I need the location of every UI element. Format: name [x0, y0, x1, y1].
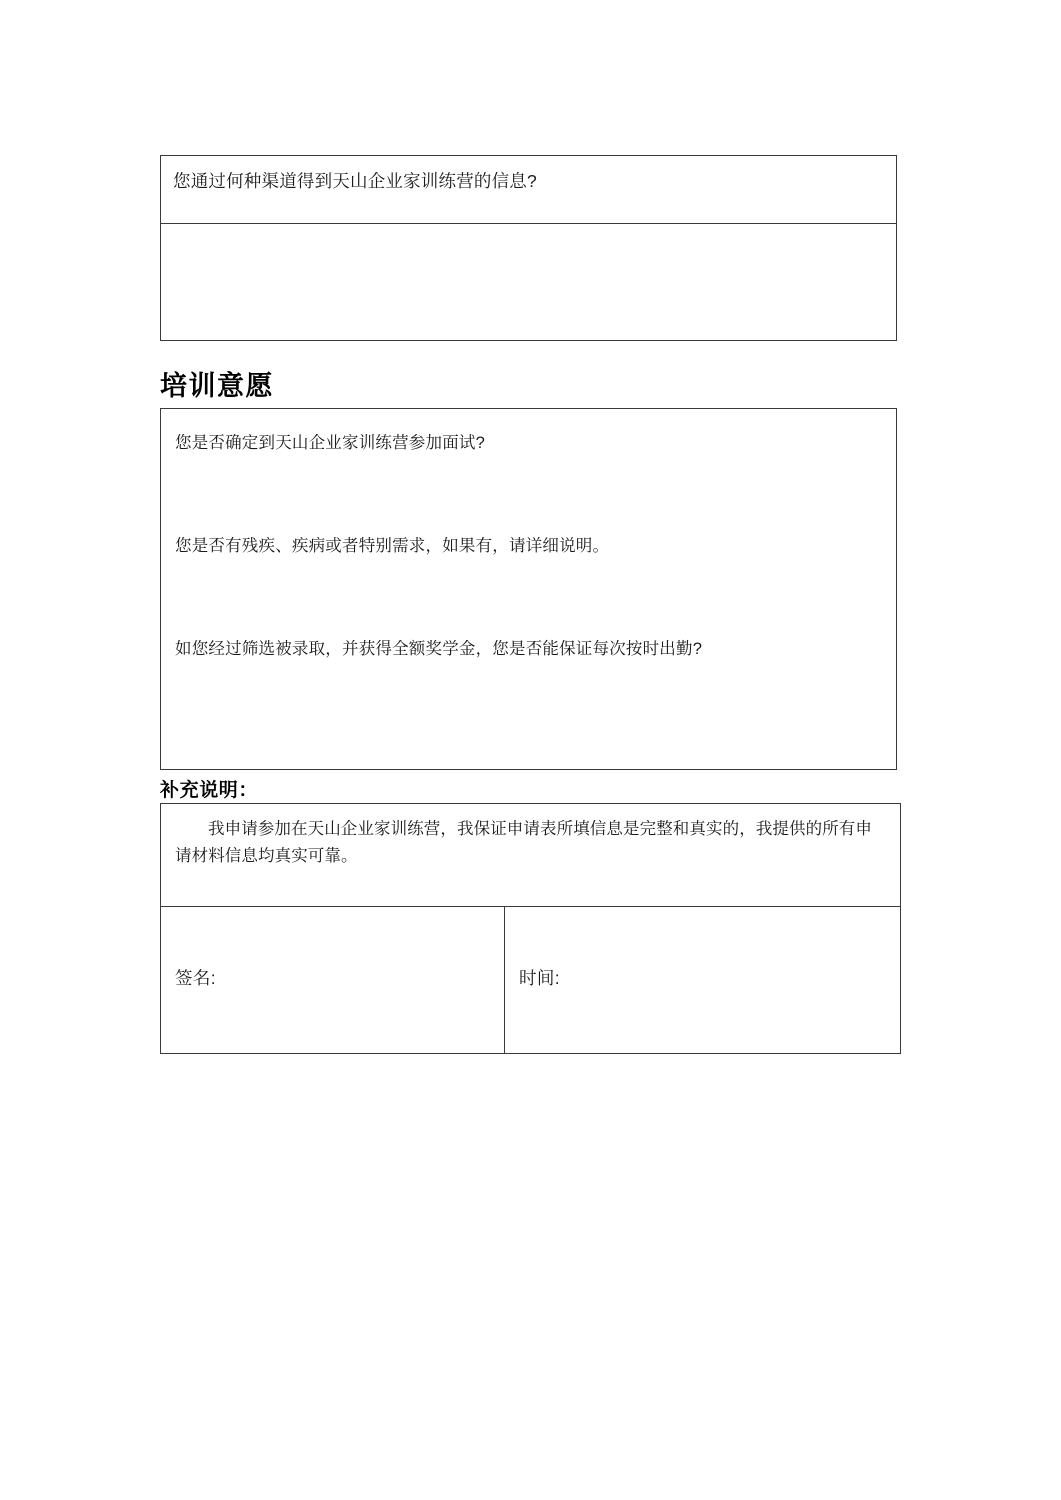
table-row: [161, 409, 897, 770]
willingness-question-1: 您是否确定到天山企业家训练营参加面试?: [175, 434, 485, 452]
supplement-section-heading: 补充说明：: [160, 780, 259, 801]
table-row: [161, 804, 901, 907]
willingness-question-table: [160, 408, 897, 770]
willingness-questions-cell[interactable]: [161, 409, 897, 770]
willingness-question-2: 您是否有残疾、疾病或者特别需求，如果有，请详细说明。: [175, 536, 610, 555]
willingness-section-heading: 培训意愿: [160, 371, 274, 401]
signature-label: 签名:: [175, 968, 217, 988]
willingness-question-3: 如您经过筛选被录取，并获得全额奖学金，您是否能保证每次按时出勤?: [175, 639, 703, 658]
signature-cell[interactable]: [161, 907, 505, 1054]
channel-answer-cell[interactable]: [161, 224, 897, 341]
table-row: [161, 156, 897, 224]
channel-question-table: [160, 155, 897, 341]
table-row: [161, 907, 901, 1054]
declaration-text: 我申请参加在天山企业家训练营，我保证申请表所填信息是完整和真实的，我提供的所有申请材料信息均真实可靠。: [175, 820, 872, 865]
table-row: [161, 224, 897, 341]
declaration-cell: [161, 804, 901, 907]
channel-question-cell: [161, 156, 897, 224]
date-cell[interactable]: [505, 907, 901, 1054]
date-label: 时间:: [519, 968, 561, 988]
channel-question-text: 您通过何种渠道得到天山企业家训练营的信息?: [173, 171, 537, 191]
declaration-table: [160, 803, 901, 1054]
